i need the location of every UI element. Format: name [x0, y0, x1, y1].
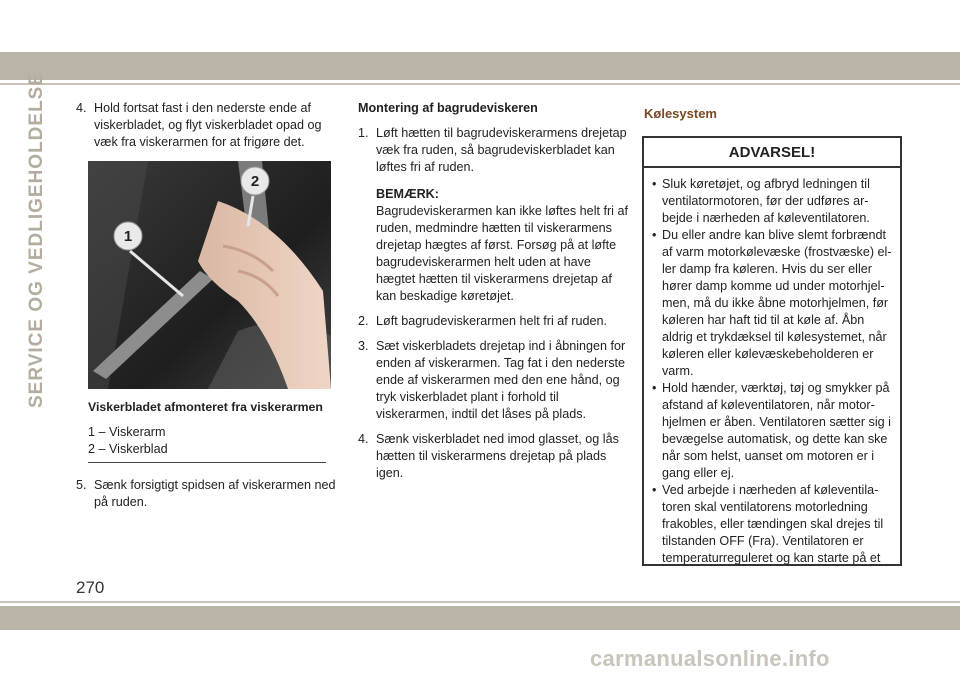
step-text: Hold fortsat fast i den nederste ende af viskerbladet, og flyt viskerbladet opad og væk fra viskerarmen for at frigøre det. [94, 101, 322, 149]
header-rule [0, 83, 960, 85]
step-text: Sæt viskerbladets drejetap ind i åbningen for enden af viskerarmen. Tag fat i den nederste ende af viskerarmen med den ene hånd, og tryk viskerbladet plant i forhold til viskerarmen, indtil det låses på plads. [376, 339, 626, 421]
warning-title: ADVARSEL! [644, 138, 900, 168]
mount-step-4 [358, 431, 630, 482]
step-text: Løft bagrudeviskerarmen helt fri af ruden. [376, 314, 607, 328]
mount-step-1 [358, 125, 630, 176]
middle-column [358, 100, 630, 490]
section-title: Kølesystem [644, 106, 717, 121]
bullet: • [652, 483, 657, 497]
left-column [76, 100, 338, 519]
callout-2: 2 [250, 173, 260, 190]
section-side-label [22, 71, 52, 409]
mount-step-2 [358, 313, 630, 330]
callout-1: 1 [123, 228, 133, 245]
bullet: • [652, 228, 657, 242]
warning-item [652, 482, 892, 567]
warning-list [644, 168, 900, 567]
procedure-heading: Montering af bagrudeviskeren [358, 101, 538, 115]
footer-band [0, 606, 960, 630]
bullet: • [652, 177, 657, 191]
step-4 [76, 100, 338, 151]
bullet: • [652, 381, 657, 395]
step-number: 2. [358, 314, 369, 328]
mount-step-3 [358, 338, 630, 423]
wiper-photo [88, 161, 331, 389]
caption-rule [88, 462, 326, 463]
step-number: 4. [76, 101, 87, 115]
warning-text: Hold hænder, værktøj, tøj og smykker på afstand af køleventilatoren, når motorhjelmen er åben. Ventilatoren sætter sig i bevægelse automatisk, og dette kan ske når som helst, uanset om motoren er i gang eller ej. [662, 381, 891, 480]
step-5 [76, 477, 338, 511]
footer-rule [0, 601, 960, 603]
step-text: Sænk viskerbladet ned imod glasset, og lås hætten til viskerarmens drejetap på plads igen. [376, 432, 619, 480]
step-text: Sænk forsigtigt spidsen af viskerarmen ned på ruden. [94, 478, 336, 509]
warning-text: Sluk køretøjet, og afbryd ledningen til ventilatormotoren, før der udføres arbejde i nærheden af køleventilatoren. [662, 177, 870, 225]
watermark: carmanualsonline.info [590, 646, 830, 671]
figure-caption: Viskerbladet afmonteret fra viskerarmen [88, 400, 323, 414]
figure-legend [88, 424, 338, 458]
warning-item [652, 176, 892, 227]
warning-text: Du eller andre kan blive slemt forbrændt af varm motorkølevæske (frostvæske) eller damp fra køleren. Hvis du ser eller hører damp komme ud under motorhjelmen, må du ikke åbne motorhjelmen, før køleren har haft tid til at køle af. Åbn aldrig et trykdæksel til kølesystemet, når køleren eller kølevæskebeholderen er varm. [662, 228, 892, 378]
warning-box [642, 136, 902, 566]
step-number: 4. [358, 432, 369, 446]
header-band [0, 52, 960, 80]
step-number: 3. [358, 339, 369, 353]
note-title: BEMÆRK: [376, 187, 439, 201]
warning-item [652, 227, 892, 380]
wiper-illustration [88, 161, 331, 389]
step-number: 5. [76, 478, 87, 492]
warning-item [652, 380, 892, 482]
side-label-text: SERVICE OG VEDLIGEHOLDELSE [26, 71, 48, 409]
legend-item: 2 – Viskerblad [88, 442, 168, 456]
page-number: 270 [76, 578, 105, 597]
note-text: Bagrudeviskerarmen kan ikke løftes helt fri af ruden, medmindre hætten til viskerarmens drejetap hægtes af først. Forsøg på at løfte bagrudeviskerarmen helt uden at have hægtet hætten til viskerarmens drejetap af kan beskadige køretøjet. [376, 204, 628, 303]
step-number: 1. [358, 126, 369, 140]
warning-text: Ved arbejde i nærheden af køleventilatoren skal ventilatorens motorledning frakobles, eller tændingen skal drejes til tilstanden OFF (Fra). Ventilatoren er temperaturreguleret og kan starte på et [662, 483, 884, 565]
step-text: Løft hætten til bagrudeviskerarmens drejetap væk fra ruden, så bagrudeviskerbladet kan løftes fri af ruden. [376, 126, 627, 174]
legend-item: 1 – Viskerarm [88, 425, 166, 439]
